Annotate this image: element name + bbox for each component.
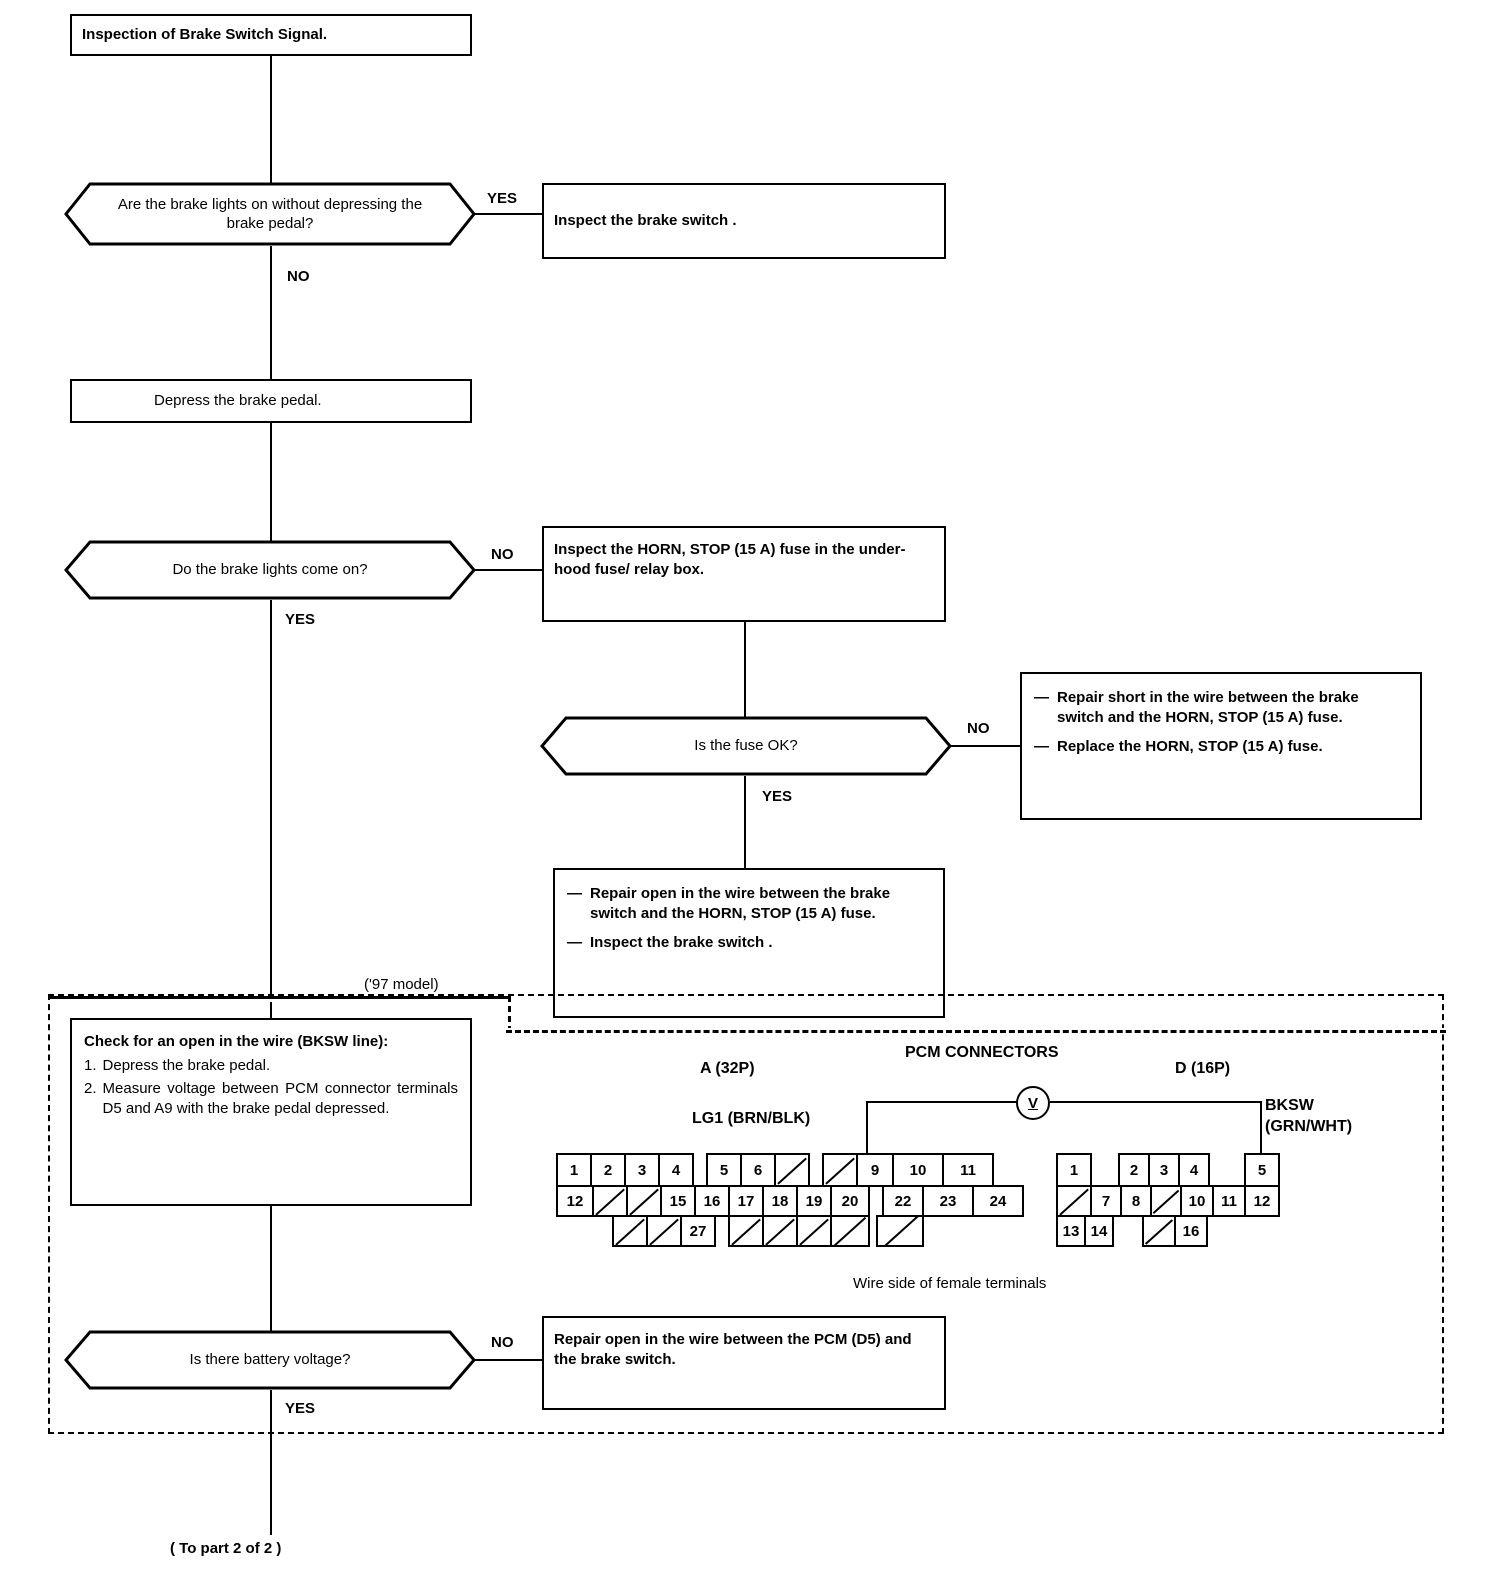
terminal-label: 14	[1090, 1222, 1108, 1240]
terminal-d-8	[1120, 1185, 1152, 1217]
action-replace-fuse-item	[1034, 737, 1408, 757]
terminal-label: 11	[960, 1161, 976, 1179]
action-repair-open-item	[567, 884, 931, 925]
start-box-label: Inspection of Brake Switch Signal.	[82, 25, 328, 43]
decision-fuse-ok	[540, 716, 952, 776]
action-repair-short-item	[1034, 688, 1408, 729]
terminal-label: 10	[1188, 1192, 1206, 1210]
action-inspect-switch-item-label: Inspect the brake switch .	[590, 933, 773, 951]
terminal-label: 3	[637, 1161, 647, 1179]
label-q1-no: NO	[287, 268, 310, 285]
terminal-label: 23	[939, 1192, 957, 1210]
terminal-d-5	[1244, 1153, 1280, 1187]
connector-q1-yes	[474, 213, 542, 215]
decision-brake-lights-come-on	[64, 540, 476, 600]
terminal-d-2	[1118, 1153, 1150, 1187]
footer-to-part-2: ( To part 2 of 2 )	[170, 1540, 282, 1557]
terminal-label: 2	[603, 1161, 613, 1179]
decision-fuse-ok-label: Is the fuse OK?	[694, 737, 798, 755]
dash-bullet-icon: —	[1034, 689, 1049, 706]
terminal-a-24	[972, 1185, 1024, 1217]
terminal-a-16	[694, 1185, 730, 1217]
terminal-a-22	[882, 1185, 924, 1217]
action-repair-open-pcm	[542, 1316, 946, 1410]
connector-d-label: D (16P)	[1175, 1060, 1231, 1077]
region-notch-shelf	[506, 1030, 1446, 1033]
terminal-d-7	[1090, 1185, 1122, 1217]
label-q4-no: NO	[491, 1334, 514, 1351]
terminal-d-3	[1148, 1153, 1180, 1187]
terminal-a-blank-13	[592, 1185, 628, 1217]
terminal-label: 4	[671, 1161, 681, 1179]
terminal-label: 16	[1182, 1222, 1200, 1240]
terminal-label: 27	[689, 1222, 707, 1240]
terminal-a-blank-25	[612, 1215, 648, 1247]
action-repair-open-pcm-label: Repair open in the wire between the PCM (D5) and the brake switch.	[554, 1331, 912, 1369]
terminal-a-5	[706, 1153, 742, 1187]
terminal-label: 15	[669, 1192, 687, 1210]
step-text: Measure voltage between PCM connector terminals D5 and A9 with the brake pedal depressed.	[102, 1079, 458, 1117]
terminal-a-15	[660, 1185, 696, 1217]
terminal-label: 16	[703, 1192, 721, 1210]
action-check-open-step	[84, 1056, 458, 1076]
connector-q2-no	[474, 569, 542, 571]
label-q2-yes: YES	[285, 611, 316, 628]
terminal-a-blank-31	[830, 1215, 870, 1247]
action-depress-brake-pedal-label: Depress the brake pedal.	[154, 391, 322, 409]
pcm-connectors-title: PCM CONNECTORS	[905, 1044, 1059, 1061]
action-depress-brake-pedal	[70, 379, 472, 423]
action-inspect-fuse	[542, 526, 946, 622]
terminal-label: 6	[753, 1161, 763, 1179]
bksw-label-line1: BKSW	[1265, 1097, 1314, 1114]
terminal-a-blank-7	[774, 1153, 810, 1187]
connector-q4-no	[474, 1359, 542, 1361]
action-check-open-step	[84, 1079, 458, 1120]
terminal-a-23	[922, 1185, 974, 1217]
connector-q4-to-footer	[270, 1390, 272, 1535]
bksw-label-line2: (GRN/WHT)	[1265, 1118, 1353, 1135]
label-q1-yes: YES	[487, 190, 518, 207]
terminal-label: 8	[1131, 1192, 1141, 1210]
action-inspect-fuse-label: Inspect the HORN, STOP (15 A) fuse in the under-hood fuse/ relay box.	[554, 541, 906, 579]
terminal-label: 13	[1062, 1222, 1080, 1240]
terminal-a-20	[830, 1185, 870, 1217]
terminal-a-blank-14	[626, 1185, 662, 1217]
meter-lead-left-h	[866, 1101, 1018, 1103]
terminal-a-blank-30	[796, 1215, 832, 1247]
terminal-label: 19	[805, 1192, 823, 1210]
connector-fuse-to-q3	[744, 622, 746, 719]
action-inspect-brake-switch	[542, 183, 946, 259]
terminal-d-16	[1174, 1215, 1208, 1247]
model-97-note: ('97 model)	[358, 976, 445, 993]
terminal-a-9	[856, 1153, 894, 1187]
voltmeter-icon	[1016, 1086, 1050, 1120]
terminal-a-11	[942, 1153, 994, 1187]
terminal-label: 7	[1101, 1192, 1111, 1210]
step-text: Depress the brake pedal.	[102, 1057, 271, 1075]
terminal-label: 18	[771, 1192, 789, 1210]
terminal-label: 17	[737, 1192, 755, 1210]
terminal-a-17	[728, 1185, 764, 1217]
terminal-label: 1	[569, 1161, 579, 1179]
terminal-d-4	[1178, 1153, 1210, 1187]
connector-depress-to-q2	[270, 423, 272, 542]
terminal-label: 2	[1129, 1161, 1139, 1179]
terminal-a-2	[590, 1153, 626, 1187]
connector-q1-to-depress	[270, 246, 272, 381]
terminal-a-12	[556, 1185, 594, 1217]
action-inspect-switch-item	[567, 933, 931, 953]
terminal-a-19	[796, 1185, 832, 1217]
start-box	[70, 14, 472, 56]
connector-q2-to-check-open	[270, 600, 272, 1022]
decision-brake-lights-on	[64, 182, 476, 246]
terminal-label: 12	[1253, 1192, 1271, 1210]
terminal-label: 3	[1159, 1161, 1169, 1179]
terminal-a-6	[740, 1153, 776, 1187]
terminal-label: 10	[909, 1161, 927, 1179]
terminal-d-blank-15	[1142, 1215, 1176, 1247]
label-q3-no: NO	[967, 720, 990, 737]
terminal-a-blank-26	[646, 1215, 682, 1247]
wire-side-caption: Wire side of female terminals	[853, 1275, 1047, 1292]
terminal-a-27	[680, 1215, 716, 1247]
terminal-label: 20	[841, 1192, 859, 1210]
terminal-label: 12	[566, 1192, 584, 1210]
region-notch-top	[50, 996, 510, 999]
terminal-d-13	[1056, 1215, 1086, 1247]
terminal-a-10	[892, 1153, 944, 1187]
terminal-d-blank-6	[1056, 1185, 1092, 1217]
terminal-label: 24	[989, 1192, 1007, 1210]
decision-battery-voltage	[64, 1330, 476, 1390]
action-repair-short-item-label: Repair short in the wire between the brake switch and the HORN, STOP (15 A) fuse.	[1057, 689, 1359, 727]
step-number: 2.	[84, 1079, 97, 1097]
terminal-label: 4	[1189, 1161, 1199, 1179]
action-replace-fuse-item-label: Replace the HORN, STOP (15 A) fuse.	[1057, 737, 1323, 755]
connector-check-open-to-q4	[270, 1206, 272, 1333]
region-notch-riser	[508, 996, 511, 1032]
dash-bullet-icon: —	[567, 885, 582, 902]
terminal-label: 11	[1221, 1192, 1237, 1210]
terminal-label: 5	[719, 1161, 729, 1179]
terminal-label: 1	[1069, 1161, 1079, 1179]
action-check-open-title: Check for an open in the wire (BKSW line):	[84, 1033, 389, 1050]
dash-bullet-icon: —	[567, 933, 582, 951]
terminal-a-blank-29	[762, 1215, 798, 1247]
terminal-d-10	[1180, 1185, 1214, 1217]
lg1-label: LG1 (BRN/BLK)	[692, 1110, 811, 1127]
terminal-d-1	[1056, 1153, 1092, 1187]
connector-a-label: A (32P)	[700, 1060, 755, 1077]
terminal-a-1	[556, 1153, 592, 1187]
connector-q3-no	[950, 745, 1020, 747]
terminal-d-11	[1212, 1185, 1246, 1217]
action-inspect-brake-switch-label: Inspect the brake switch .	[554, 211, 737, 229]
terminal-d-14	[1084, 1215, 1114, 1247]
terminal-a-blank-32	[876, 1215, 924, 1247]
terminal-label: 9	[870, 1161, 880, 1179]
action-repair-open-item-label: Repair open in the wire between the brake switch and the HORN, STOP (15 A) fuse.	[590, 885, 891, 923]
decision-brake-lights-on-label: Are the brake lights on without depressing the brake pedal?	[117, 195, 423, 232]
terminal-a-blank-8	[822, 1153, 858, 1187]
terminal-d-blank-9	[1150, 1185, 1182, 1217]
label-q4-yes: YES	[285, 1400, 316, 1417]
label-q2-no: NO	[491, 546, 514, 563]
terminal-a-4	[658, 1153, 694, 1187]
connector-q3-to-repair-open	[744, 776, 746, 870]
voltmeter-label: V	[1027, 1094, 1038, 1112]
decision-brake-lights-come-on-label: Do the brake lights come on?	[172, 561, 368, 579]
terminal-label: 5	[1257, 1161, 1267, 1179]
terminal-label: 22	[894, 1192, 912, 1210]
action-repair-short	[1020, 672, 1422, 820]
terminal-d-12	[1244, 1185, 1280, 1217]
terminal-a-18	[762, 1185, 798, 1217]
dash-bullet-icon: —	[1034, 737, 1049, 755]
label-q3-yes: YES	[762, 788, 793, 805]
step-number: 1.	[84, 1057, 97, 1075]
action-check-open-wire	[70, 1018, 472, 1206]
connector-start-to-q1	[270, 56, 272, 187]
terminal-a-3	[624, 1153, 660, 1187]
meter-lead-right-h	[1050, 1101, 1262, 1103]
meter-lead-left-v	[866, 1101, 868, 1157]
terminal-a-blank-28	[728, 1215, 764, 1247]
decision-battery-voltage-label: Is there battery voltage?	[189, 1351, 351, 1369]
meter-lead-right-v	[1260, 1101, 1262, 1157]
